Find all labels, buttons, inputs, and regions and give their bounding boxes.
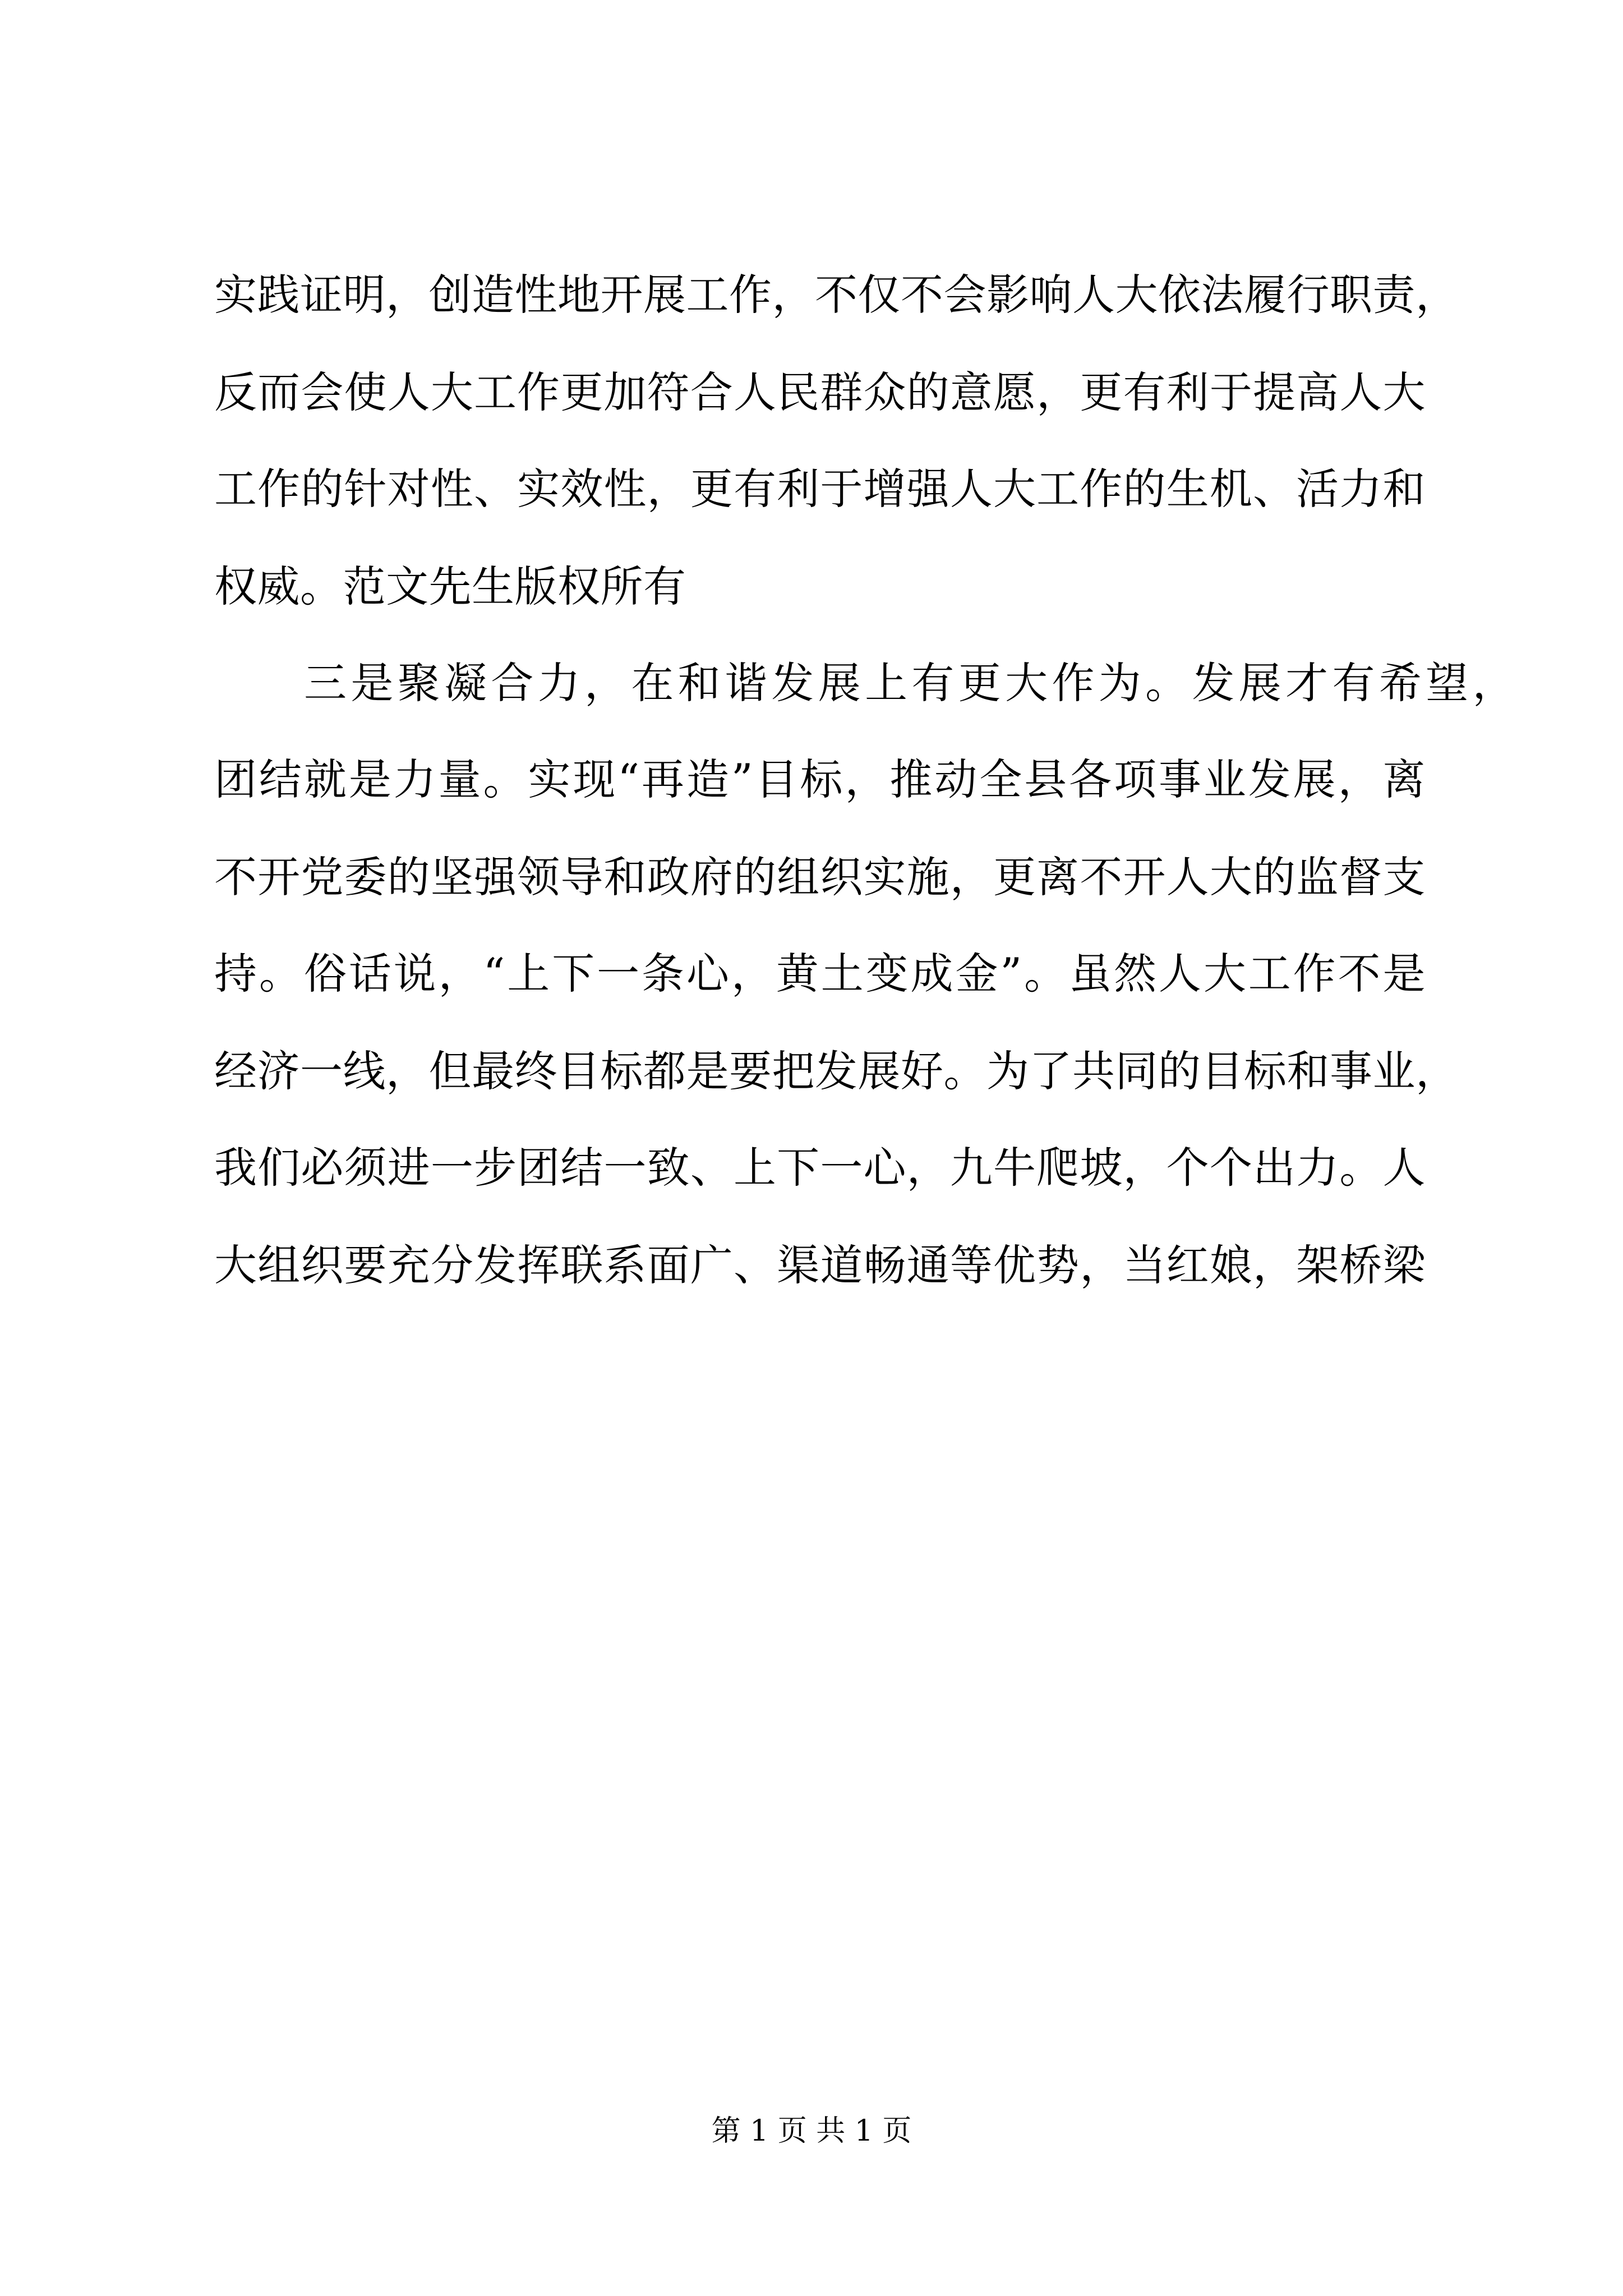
paragraph-line: 工作的针对性、实效性，更有利于增强人大工作的生机、活力和	[214, 464, 1426, 514]
paragraph-line: 我们必须进一步团结一致、上下一心，九牛爬坡，个个出力。人	[214, 1143, 1426, 1193]
paragraph-line: 经济一线，但最终目标都是要把发展好。为了共同的目标和事业，	[214, 1046, 1459, 1096]
paragraph-line: 大组织要充分发挥联系面广、渠道畅通等优势，当红娘，架桥梁	[214, 1240, 1426, 1290]
page-footer: 第 1 页 共 1 页	[711, 2114, 912, 2148]
paragraph-line: 权威。范文先生版权所有	[214, 562, 686, 611]
paragraph-line: 三是聚凝合力，在和谐发展上有更大作为。发展才有希望，	[304, 658, 1515, 708]
paragraph-line: 反而会使人大工作更加符合人民群众的意愿，更有利于提高人大	[214, 367, 1426, 417]
paragraph-line: 团结就是力量。实现“再造”目标，推动全县各项事业发展，离	[214, 754, 1426, 804]
paragraph-line: 不开党委的坚强领导和政府的组织实施，更离不开人大的监督支	[214, 852, 1426, 902]
paragraph-line: 持。俗话说，“上下一条心，黄土变成金”。虽然人大工作不是	[214, 949, 1426, 999]
paragraph-line: 实践证明，创造性地开展工作，不仅不会影响人大依法履行职责，	[214, 270, 1459, 320]
